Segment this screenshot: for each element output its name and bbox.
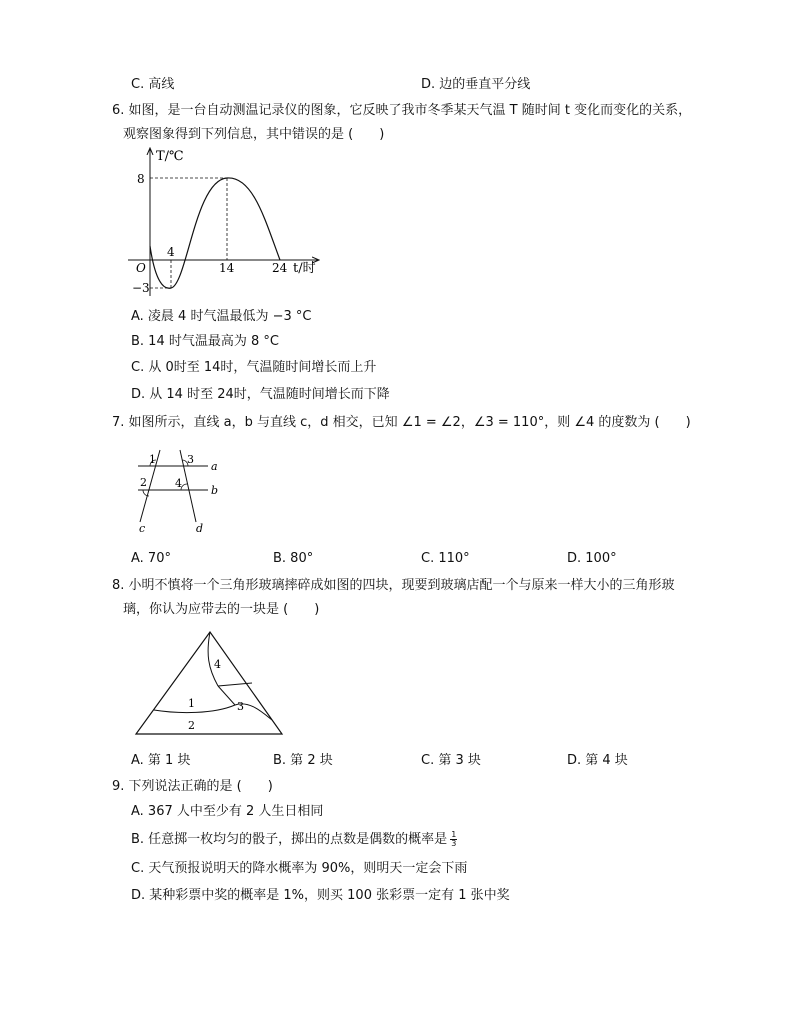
q6-tick-8: 8 <box>137 172 145 186</box>
q7-option-a: A. 70° <box>131 551 171 566</box>
q7-angle-3: 3 <box>187 453 194 466</box>
q6-temperature-graph <box>125 140 335 300</box>
q9-stem: 9. 下列说法正确的是 ( ) <box>112 779 273 794</box>
q8-piece-1: 1 <box>188 697 195 710</box>
q8-stem-line2: 璃，你认为应带去的一块是 ( ) <box>123 602 320 617</box>
q6-tick-14: 14 <box>219 261 235 275</box>
q7-label-d: d <box>196 522 204 535</box>
q9-option-b <box>131 831 457 849</box>
q8-triangle-outline <box>136 632 282 734</box>
q8-crack-bottom <box>154 704 272 720</box>
q8-crack-lower <box>218 686 235 705</box>
q8-option-a: A. 第 1 块 <box>131 753 191 768</box>
q6-x-label: t/时 <box>293 261 316 276</box>
q7-option-d: D. 100° <box>567 551 617 566</box>
q7-label-c: c <box>139 522 146 535</box>
q6-tick-4: 4 <box>167 245 175 259</box>
q7-angle-4: 4 <box>175 477 182 490</box>
q7-angle-1: 1 <box>149 453 156 466</box>
q9-option-b-fraction <box>450 831 457 848</box>
q6-tick-24: 24 <box>272 261 288 275</box>
prev-option-d: D. 边的垂直平分线 <box>421 77 531 92</box>
q6-option-d: D. 从 14 时至 24时，气温随时间增长而下降 <box>131 387 390 402</box>
q8-stem-line1: 8. 小明不慎将一个三角形玻璃摔碎成如图的四块，现要到玻璃店配一个与原来一样大小的三角形玻 <box>112 578 675 593</box>
q9-option-b-text: B. 任意掷一枚均匀的骰子，掷出的点数是偶数的概率是 <box>131 832 448 847</box>
q9-option-c: C. 天气预报说明天的降水概率为 90%，则明天一定会下雨 <box>131 861 468 876</box>
q8-piece-2: 2 <box>188 719 195 732</box>
q8-option-b: B. 第 2 块 <box>273 753 333 768</box>
q6-origin-label: O <box>136 261 146 275</box>
q8-option-d: D. 第 4 块 <box>567 753 628 768</box>
q6-tick-neg3: −3 <box>132 281 150 295</box>
q6-y-label: T/℃ <box>156 149 184 164</box>
q6-stem-line1: 6. 如图，是一台自动测温记录仪的图象，它反映了我市冬季某天气温 T 随时间 t 变化而变化的关系， <box>112 103 692 118</box>
q8-option-c: C. 第 3 块 <box>421 753 481 768</box>
q9-fraction-numerator: 1 <box>451 830 457 839</box>
prev-option-c: C. 高线 <box>131 77 175 92</box>
q7-angle-2: 2 <box>140 476 147 489</box>
q7-label-a: a <box>211 460 218 473</box>
q7-lines-figure <box>130 446 230 538</box>
q6-stem-line2: 观察图象得到下列信息，其中错误的是 ( ) <box>123 127 385 142</box>
q7-option-c: C. 110° <box>421 551 470 566</box>
q6-curve <box>150 178 280 288</box>
q6-option-c: C. 从 0时至 14时，气温随时间增长而上升 <box>131 360 377 375</box>
q9-option-d: D. 某种彩票中奖的概率是 1%，则买 100 张彩票一定有 1 张中奖 <box>131 888 510 903</box>
q8-broken-triangle-figure <box>134 628 286 738</box>
q7-stem-line1: 7. 如图所示，直线 a，b 与直线 c，d 相交，已知 ∠1 = ∠2，∠3 = 110°，则 ∠4 的度数为 ( ) <box>112 415 691 430</box>
q6-option-a: A. 凌晨 4 时气温最低为 −3 °C <box>131 309 312 324</box>
q9-fraction-denominator: 3 <box>451 839 457 848</box>
q7-label-b: b <box>211 484 219 497</box>
q7-option-b: B. 80° <box>273 551 314 566</box>
q8-piece-3: 3 <box>237 700 244 713</box>
q6-option-b: B. 14 时气温最高为 8 °C <box>131 334 279 349</box>
q8-piece-4: 4 <box>214 658 221 671</box>
q9-option-a: A. 367 人中至少有 2 人生日相同 <box>131 804 324 819</box>
